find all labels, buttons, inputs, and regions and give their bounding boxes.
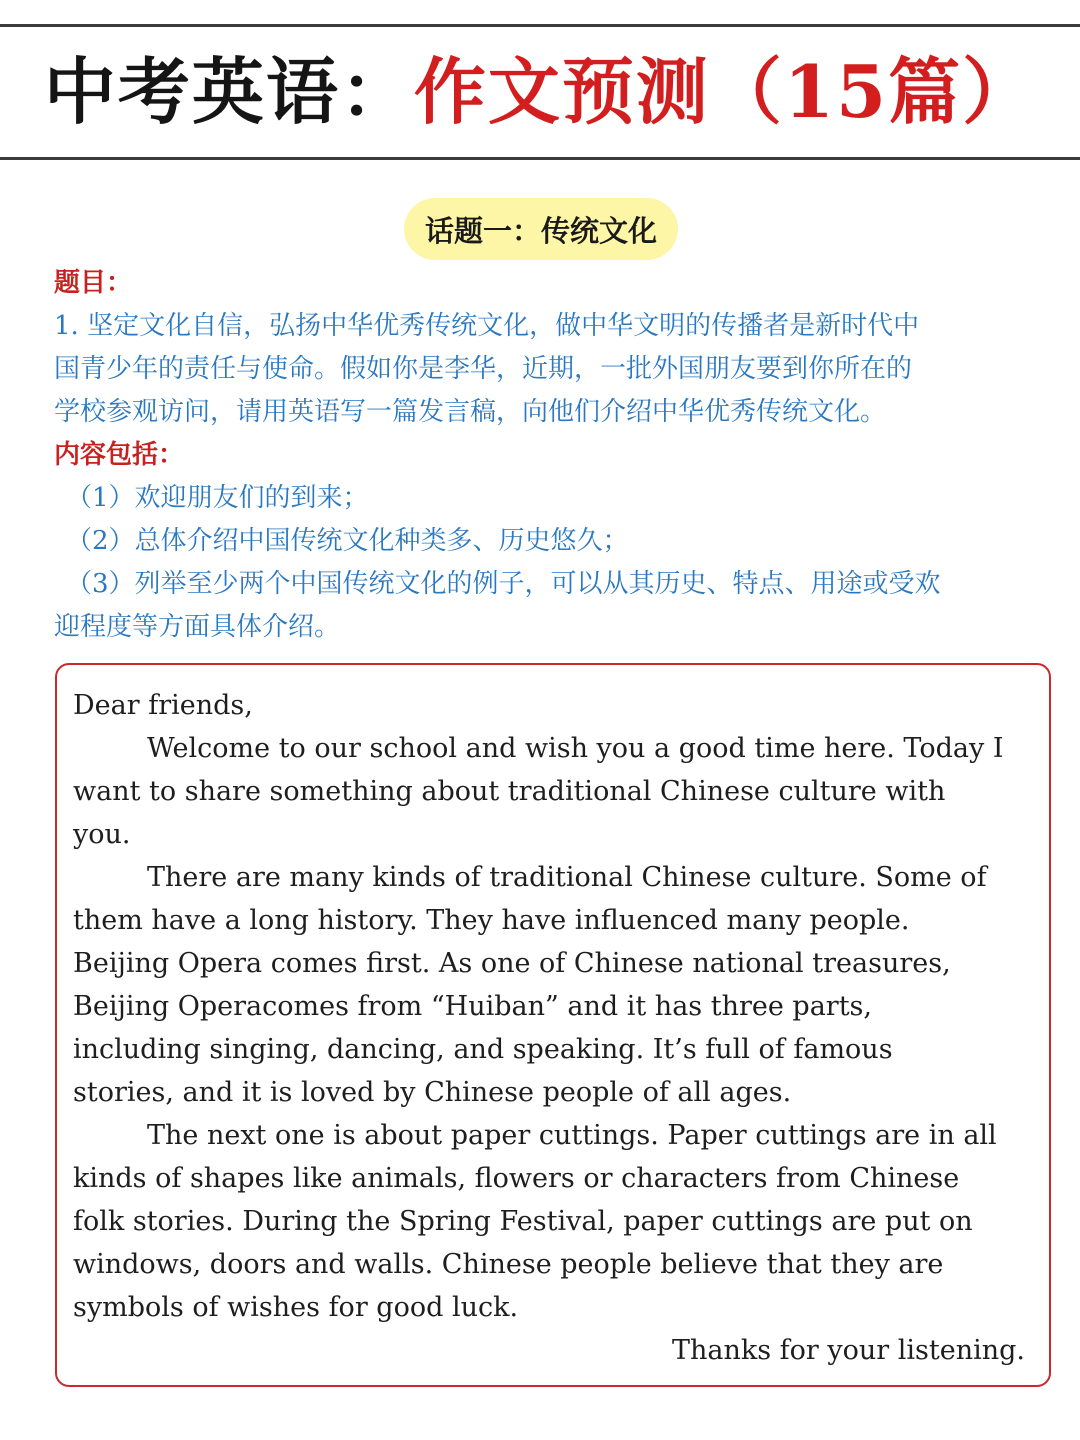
page-title <box>43 49 1037 134</box>
essay-line: you. <box>73 819 131 850</box>
essay-line: them have a long history. They have influenced many people. <box>73 905 910 936</box>
essay-line: stories, and it is loved by Chinese people of all ages. <box>73 1077 792 1108</box>
title-highlight: 作文预测（15篇） <box>413 49 1037 134</box>
essay-line: Beijing Opera comes first. As one of Chinese national treasures, <box>73 948 951 979</box>
essay-line: Welcome to our school and wish you a good time here. Today I <box>147 733 1004 764</box>
content-item-continuation: 迎程度等方面具体介绍。 <box>54 612 341 642</box>
essay-line: There are many kinds of traditional Chinese culture. Some of <box>147 862 987 893</box>
question-line: 国青少年的责任与使命。假如你是李华，近期，一批外国朋友要到你所在的 <box>54 354 913 384</box>
content-item: （1）欢迎朋友们的到来； <box>66 483 369 513</box>
essay-line: Beijing Operacomes from “Huiban” and it has three parts, <box>73 991 872 1022</box>
prompt-section <box>54 262 1026 649</box>
content-item: （2）总体介绍中国传统文化种类多、历史悠久； <box>66 526 629 556</box>
content-label: 内容包括： <box>54 440 185 470</box>
essay-line: folk stories. During the Spring Festival, paper cuttings are put on <box>73 1206 973 1237</box>
essay-line: symbols of wishes for good luck. <box>73 1292 519 1323</box>
essay-line: windows, doors and walls. Chinese people believe that they are <box>73 1249 944 1280</box>
question-label: 题目： <box>54 268 133 298</box>
topic-badge: 话题一：传统文化 <box>404 198 678 260</box>
question-line: 学校参观访问，请用英语写一篇发言稿，向他们介绍中华优秀传统文化。 <box>54 397 887 427</box>
essay-line: The next one is about paper cuttings. Paper cuttings are in all <box>147 1120 997 1151</box>
question-line: 1. 坚定文化自信，弘扬中华优秀传统文化，做中华文明的传播者是新时代中 <box>54 311 920 341</box>
essay-line: kinds of shapes like animals, flowers or characters from Chinese <box>73 1163 960 1194</box>
essay-closing: Thanks for your listening. <box>671 1335 1025 1366</box>
title-prefix: 中考英语： <box>43 49 414 134</box>
essay-salutation: Dear friends, <box>73 690 253 721</box>
essay-text <box>73 684 1033 1372</box>
essay-line: including singing, dancing, and speaking. It’s full of famous <box>73 1034 893 1065</box>
content-item: （3）列举至少两个中国传统文化的例子，可以从其历史、特点、用途或受欢 <box>66 569 941 599</box>
title-band <box>0 24 1080 160</box>
essay-line: want to share something about traditional Chinese culture with <box>73 776 946 807</box>
